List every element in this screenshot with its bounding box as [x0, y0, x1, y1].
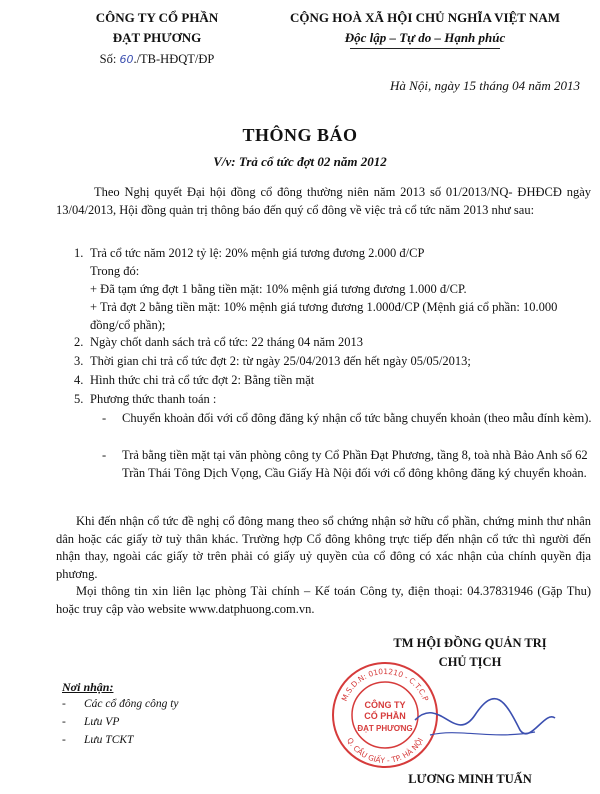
list-item-text: Ngày chốt danh sách trả cổ tức: 22 tháng 04 năm 2013 [90, 335, 364, 349]
date-place: Hà Nội, ngày 15 tháng 04 năm 2013 [390, 78, 580, 93]
list-item-1-sub1: + Đã tạm ứng đợt 1 bằng tiền mặt: 10% mệnh giá tương đương 1.000 đ/CP. [90, 282, 467, 296]
document-number [62, 52, 252, 67]
handwritten-signature [410, 690, 560, 760]
motto-underline [350, 48, 500, 49]
closing-paragraph-1: Khi đến nhận cổ tức đề nghị cổ đông mang theo sổ chứng nhận sở hữu cổ phần, chứng minh thư nhân dân hoặc các giấy tờ tuỳ thân khác. Trường hợp Cổ đông không trực tiếp đến nhận cổ tức thì người đến nhận thay, ngoài các giấy tờ trên phải có giấy uỷ quyền của cổ đông có xác nhận của chính quyền địa phương. [56, 514, 591, 581]
stamp-ring-top: M.S.D.N: 0101210 - C.T.C.P [339, 666, 431, 703]
list-item-1-trong-do: Trong đó: [90, 264, 140, 278]
list-item-text: Phương thức thanh toán : [90, 392, 217, 406]
doc-no-suffix: ./TB-HĐQT/ĐP [133, 52, 215, 66]
list-item-text: Trả cổ tức năm 2012 tỷ lệ: 20% mệnh giá tương đương 2.000 đ/CP [90, 246, 425, 260]
list-item-5 [74, 391, 590, 409]
list-number: 4. [74, 373, 84, 387]
page-title: THÔNG BÁO [242, 125, 358, 145]
list-number: 2. [74, 335, 84, 349]
closing-paragraph-2: Mọi thông tin xin liên lạc phòng Tài chính – Kế toán Công ty, điện thoại: 04.37831946 (Gặp Thu) hoặc truy cập vào website www.datphuong.com.vn. [56, 584, 591, 616]
stamp-center-line3: ĐẠT PHƯƠNG [357, 724, 413, 733]
list-number: 5. [74, 392, 84, 406]
stamp-ring-bottom: Q. CẦU GIẤY - TP. HÀ NỘI [345, 736, 425, 766]
list-number: 3. [74, 354, 84, 368]
signature-title: CHỦ TỊCH [438, 655, 502, 669]
stamp-center-line2: CỔ PHẦN [364, 711, 406, 721]
intro-paragraph: Theo Nghị quyết Đại hội đồng cổ đông thường niên năm 2013 số 01/2013/NQ- ĐHĐCĐ ngày 13/04/2013, Hội đồng quản trị thông báo đến quý cổ đông về việc trả cổ tức năm 2013 như sau: [56, 185, 591, 217]
company-name-line1: CÔNG TY CỔ PHẦN [95, 10, 219, 25]
recipient-item [62, 734, 133, 746]
recipient-dash: - [62, 698, 66, 710]
recipient-text: Các cổ đông công ty [84, 698, 179, 710]
recipient-text: Lưu VP [84, 716, 120, 728]
doc-no-handwritten: 60 [119, 53, 134, 66]
list-item-2 [74, 334, 590, 352]
signature-organization: TM HỘI ĐỒNG QUẢN TRỊ [393, 636, 547, 650]
list-item-1-sub2: + Trả đợt 2 bằng tiền mặt: 10% mệnh giá tương đương 1.000đ/CP (Mệnh giá cổ phần: 10.000 đồng/cổ phần); [90, 300, 558, 332]
list-item-text: Thời gian chi trả cổ tức đợt 2: từ ngày 25/04/2013 đến hết ngày 05/05/2013; [90, 354, 471, 368]
recipient-dash: - [62, 734, 66, 746]
dash-bullet: - [102, 411, 107, 425]
dash-bullet: - [102, 448, 107, 462]
recipients-label: Nơi nhận: [62, 680, 114, 694]
stamp-center-line1: CÔNG TY [364, 700, 406, 710]
recipient-text: Lưu TCKT [84, 734, 134, 746]
national-motto: Độc lập – Tự do – Hạnh phúc [344, 30, 506, 45]
list-item-1 [74, 245, 590, 263]
list-item-4 [74, 372, 590, 390]
payment-method-2: Trả bằng tiền mặt tại văn phòng công ty Cổ Phần Đạt Phương, tầng 8, toà nhà Bảo Anh số 62 Trần Thái Tông Dịch Vọng, Cầu Giấy Hà Nội đối với cổ đông không đăng ký chuyển khoản. [122, 448, 588, 480]
subject-line: V/v: Trả cổ tức đợt 02 năm 2012 [213, 154, 387, 169]
recipient-item [62, 698, 179, 710]
signer-name: LƯƠNG MINH TUẤN [408, 772, 532, 786]
company-name-line2: ĐẠT PHƯƠNG [112, 30, 202, 45]
doc-no-prefix: Số: [99, 52, 117, 66]
recipient-dash: - [62, 716, 66, 728]
list-item-text: Hình thức chi trả cổ tức đợt 2: Bằng tiền mặt [90, 373, 315, 387]
national-title: CỘNG HOÀ XÃ HỘI CHỦ NGHĨA VIỆT NAM [289, 10, 561, 25]
list-number: 1. [74, 246, 84, 260]
payment-method-1: Chuyển khoản đối với cổ đông đăng ký nhận cổ tức bằng chuyển khoản (theo mẫu đính kèm). [122, 411, 592, 425]
recipient-item [62, 716, 119, 728]
list-item-3 [74, 353, 590, 371]
